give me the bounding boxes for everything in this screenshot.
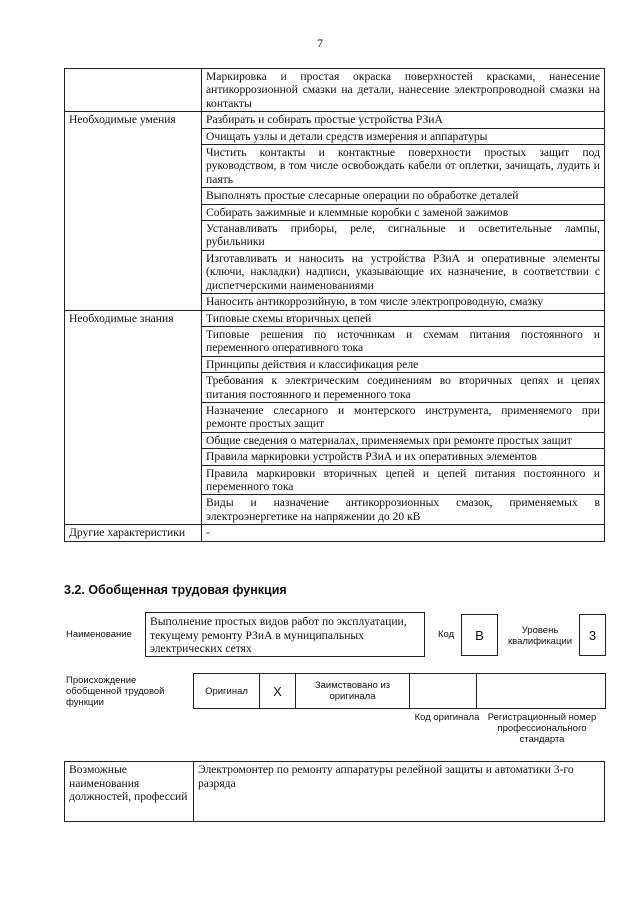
origin-label: Происхождение обобщенной трудовой функции (66, 675, 165, 708)
level-label: Уровень квалификации (507, 625, 573, 647)
group-item: Правила маркировки вторичных цепей и цепей питания постоянного и переменного тока (202, 465, 605, 495)
group-item: Наносить антикоррозийную, в том числе электропроводную, смазку (202, 294, 605, 310)
original-label: Оригинал (194, 674, 260, 708)
borrowed-label: Заимствовано из оригинала (296, 674, 410, 708)
table-row (65, 69, 605, 112)
group-item: Выполнять простые слесарные операции по обработке деталей (202, 188, 605, 204)
group-item: Очищать узлы и детали средств измерения и аппаратуры (202, 128, 605, 144)
orig-code-caption: Код оригинала (414, 712, 480, 723)
reg-number-cell (477, 674, 605, 708)
page-number: 7 (317, 36, 323, 50)
group-label: Необходимые умения (65, 112, 202, 310)
section-title: 3.2. Обобщенная трудовая функция (64, 583, 287, 597)
group-item: Виды и назначение антикоррозионных смазок, применяемых в электроэнергетике на напряжении до 20 кВ (202, 495, 605, 525)
group-item: Разбирать и собирать простые устройства РЗиА (202, 112, 605, 128)
table-row (65, 112, 605, 128)
group-item: - (202, 525, 605, 541)
group-item: Маркировка и простая окраска поверхностей красками, нанесение антикоррозионной смазки на детали, нанесение электропроводной смазки на контакты (202, 69, 605, 112)
group-item: Принципы действия и классификация реле (202, 356, 605, 372)
group-item: Общие сведения о материалах, применяемых при ремонте простых защит (202, 432, 605, 448)
group-item: Собирать зажимные и клеммные коробки с заменой зажимов (202, 204, 605, 220)
group-item: Чистить контакты и контактные поверхности простых защит под руководством, в том числе освобождать кабели от оплетки, зачищать, лудить и паять (202, 145, 605, 188)
original-mark: X (260, 674, 296, 708)
group-item: Типовые схемы вторичных цепей (202, 310, 605, 326)
group-item: Назначение слесарного и монтерского инструмента, применяемого при ремонте простых защит (202, 402, 605, 432)
positions-value: Электромонтер по ремонту аппаратуры релейной защиты и автоматики 3-го разряда (194, 762, 605, 822)
group-item: Правила маркировки устройств РЗиА и их оперативных элементов (202, 449, 605, 465)
group-item: Изготавливать и наносить на устройства РЗиА и оперативные элементы (ключи, накладки) надписи, указывающие их назначение, в соответствии с диспетчерскими наименованиями (202, 250, 605, 293)
level-value-box: 3 (579, 614, 606, 656)
orig-code-cell (410, 674, 477, 708)
group-label: Другие характеристики (65, 525, 202, 541)
reg-number-caption: Регистрационный номер профессионального стандарта (487, 712, 597, 745)
code-label: Код (438, 629, 455, 640)
positions-label: Возможные наименования должностей, профессий (65, 762, 194, 822)
code-value-box: В (461, 614, 498, 656)
skills-knowledge-table (64, 68, 605, 542)
group-item: Устанавливать приборы, реле, сигнальные и осветительные лампы, рубильники (202, 221, 605, 251)
group-label (65, 69, 202, 112)
group-label: Необходимые знания (65, 310, 202, 525)
table-row (65, 310, 605, 326)
name-label: Наименование (66, 629, 132, 640)
table-row (65, 525, 605, 541)
group-item: Требования к электрическим соединениям во вторичных цепях и цепях питания постоянного и переменного тока (202, 373, 605, 403)
positions-table (64, 761, 605, 822)
group-item: Типовые решения по источникам и схемам питания постоянного и переменного оперативного тока (202, 326, 605, 356)
function-name-field: Выполнение простых видов работ по эксплуатации, текущему ремонту РЗиА в муниципальных электрических сетях (145, 612, 425, 657)
origin-row (193, 673, 606, 709)
